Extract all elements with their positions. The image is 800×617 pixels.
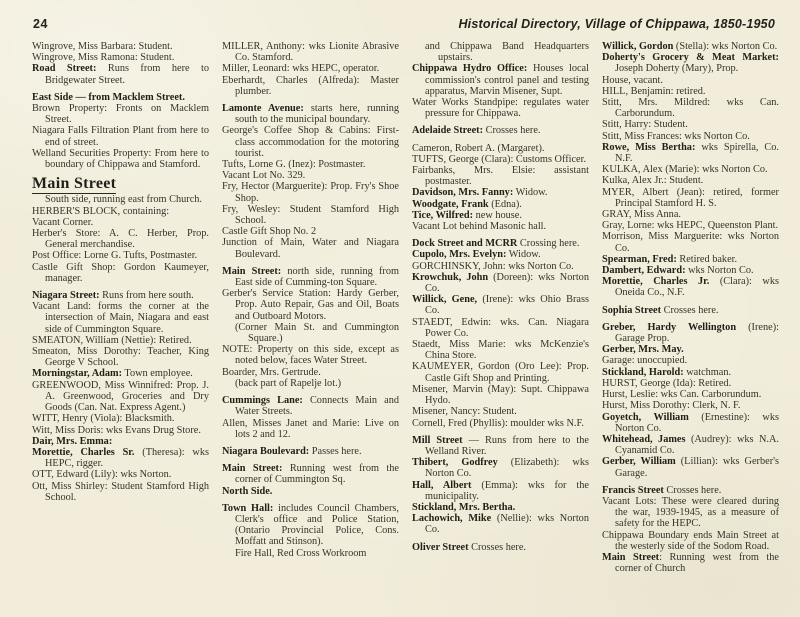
directory-entry: Rowe, Miss Bertha: wks Spirella, Co. N.F. — [602, 141, 779, 165]
directory-entry: Hall, Albert (Emma): wks for the municipality. — [412, 479, 589, 502]
entry-lead: Willick, Gene, — [412, 294, 478, 306]
entry-lead: Thibert, Godfrey — [412, 457, 498, 469]
entry-lead: Main Street — [602, 551, 660, 563]
directory-entry: Gray, Lorne: wks HEPC, Queenston Plant. — [602, 220, 779, 232]
directory-entry: Lachowich, Mike (Nellie): wks Norton Co. — [412, 513, 589, 536]
directory-entry: Vacant Lot behind Masonic hall. — [412, 221, 547, 233]
directory-entry: Davidson, Mrs. Fanny: Widow. — [412, 187, 548, 199]
entry-lead: Niagara Street: — [32, 290, 100, 302]
entry-lead: Morettie, Charles Sr. — [32, 446, 135, 458]
directory-entry: Fairbanks, Mrs. Elsie: assistant postmaster. — [412, 165, 589, 188]
directory-entry: GREENWOOD, Miss Winnifred: Prop. J. A. Greenwood, Groceries and Dry Goods (Can. Nat. Express Agent.) — [32, 379, 209, 414]
entry-lead: Krowchuk, John — [412, 271, 489, 283]
directory-entry: Junction of Main, Water and Niagara Boulevard. — [222, 237, 399, 260]
directory-entry: SMEATON, William (Nettie): Retired. — [32, 334, 192, 346]
street-section-heading — [32, 175, 209, 193]
entry-lead: Chippawa Hydro Office: — [412, 63, 528, 75]
entry-lead: Niagara Boulevard: — [222, 445, 310, 457]
directory-entry: Wingrove, Miss Barbara: Student. — [32, 41, 173, 52]
entry-lead: Goyetch, William — [602, 411, 689, 423]
directory-entry: Dock Street and MCRR Crossing here. — [412, 238, 580, 250]
entry-lead: Rowe, Miss Bertha: — [602, 141, 696, 153]
directory-entry: Welland Securities Property: From here to boundary of Chippawa and Stamford. — [32, 147, 209, 171]
directory-entry: Town Hall: includes Council Chambers, Clerk's office and Police Station, (Ontario Provincial Police, Cons. Moffatt and Stinson). — [222, 502, 399, 548]
directory-entry: Main Street: Running west from the corner of Cummington Sq. — [222, 463, 399, 486]
directory-entry: Cornell, Fred (Phyllis): moulder wks N.F. — [412, 417, 584, 429]
entry-lead: Doherty's Grocery & Meat Market: — [602, 52, 779, 64]
directory-entry: Oliver Street Crosses here. — [412, 541, 527, 553]
directory-entry: KULKA, Alex (Marie): wks Norton Co. — [602, 164, 768, 176]
directory-entry: Misener, Nancy: Student. — [412, 406, 517, 418]
directory-entry: Wingrove, Miss Ramona: Student. — [32, 52, 175, 64]
directory-entry: HURST, George (Ida): Retired. — [602, 377, 732, 389]
directory-entry: Mill Street — Runs from here to the Welland River. — [412, 434, 589, 457]
directory-entry: Doherty's Grocery & Meat Market: Joseph Doherty (Mary), Prop. — [602, 52, 779, 75]
directory-entry: Cupolo, Mrs. Evelyn: Widow. — [412, 249, 541, 261]
column-1 — [32, 41, 209, 574]
directory-entry: Niagara Boulevard: Passes here. — [222, 445, 362, 457]
directory-entry — [32, 92, 209, 103]
entry-lead: Stickland, Harold: — [602, 366, 684, 378]
directory-entry: Niagara Street: Runs from here south. — [32, 290, 194, 302]
directory-entry: Krowchuk, John (Doreen): wks Norton Co. — [412, 271, 589, 295]
directory-entry: Fry, Wesley: Student Stamford High School. — [222, 203, 399, 227]
directory-entry: Woodgate, Frank (Edna). — [412, 198, 522, 210]
directory-entry: Eberhardt, Charles (Alfreda): Master plumber. — [222, 74, 399, 97]
directory-entry: Goyetch, William (Ernestine): wks Norton Co. — [602, 411, 779, 434]
directory-entry: House, vacant. — [602, 74, 663, 86]
directory-entry: OTT, Edward (Lily): wks Norton. — [32, 469, 172, 481]
columns-container — [0, 35, 800, 574]
directory-entry: Water Works Standpipe: regulates water pressure for Chippawa. — [412, 97, 589, 120]
directory-entry: Main Street: north side, running from East side of Cumming-ton Square. — [222, 265, 399, 289]
directory-entry: Road Street: Runs from here to Bridgewater Street. — [32, 63, 209, 86]
entry-lead: Willick, Gordon — [602, 41, 674, 52]
entry-lead: Adelaide Street: — [412, 125, 484, 137]
directory-entry: Misener, Marvin (May): Supt. Chippawa Hydo. — [412, 383, 589, 407]
entry-lead: Morningstar, Adam: — [32, 368, 123, 380]
directory-entry: Vacant Corner. — [32, 216, 94, 228]
entry-lead: North Side. — [222, 485, 273, 497]
directory-entry: Hurst, Miss Dorothy: Clerk, N. F. — [602, 400, 741, 412]
entry-lead: Davidson, Mrs. Fanny: — [412, 187, 514, 199]
entry-lead: Mill Street — [412, 434, 463, 446]
directory-entry: Vacant Lot No. 329. — [222, 170, 306, 182]
directory-entry: Allen, Misses Janet and Marie: Live on lots 2 and 12. — [222, 417, 399, 440]
entry-lead: Main Street: — [222, 463, 283, 475]
directory-entry: Staedt, Miss Marie: wks McKenzie's China Store. — [412, 339, 589, 362]
directory-entry: Stitt, Harry: Student. — [602, 119, 688, 131]
directory-entry: GRAY, Miss Anna. — [602, 209, 681, 221]
directory-entry: HERBER'S BLOCK, containing: — [32, 205, 170, 217]
entry-lead: Town Hall: — [222, 502, 274, 514]
directory-entry: Morrison, Miss Marguerite: wks Norton Co. — [602, 231, 779, 254]
directory-entry: Witt, Miss Doris: wks Evans Drug Store. — [32, 424, 201, 436]
directory-entry: Gerber, William (Lillian): wks Gerber's Garage. — [602, 456, 779, 479]
entry-lead: Oliver Street — [412, 541, 469, 553]
entry-lead: Gerber, William — [602, 456, 676, 468]
directory-entry: Miller, Leonard: wks HEPC, operator. — [222, 63, 380, 75]
directory-entry: Stickland, Harold: watchman. — [602, 366, 732, 378]
directory-entry: Stitt, Miss Frances: wks Norton Co. — [602, 130, 750, 142]
entry-lead: East Side — from Macklem Street. — [32, 91, 185, 103]
entry-lead: Whitehead, James — [602, 433, 686, 445]
directory-entry: South side, running east from Church. — [45, 194, 203, 206]
directory-entry: Herber's Store: A. C. Herber, Prop. General merchandise. — [32, 228, 209, 251]
entry-lead: Cupolo, Mrs. Evelyn: — [412, 249, 507, 261]
directory-entry — [32, 436, 209, 447]
entry-lead: Woodgate, Frank — [412, 198, 489, 210]
directory-entry: Ott, Miss Shirley: Student Stamford High School. — [32, 480, 209, 503]
directory-entry: Niagara Falls Filtration Plant from here to end of street. — [32, 125, 209, 148]
entry-lead: Greber, Hardy Wellington — [602, 321, 737, 333]
directory-entry: Sophia Street Crosses here. — [602, 304, 719, 316]
directory-entry: Cameron, Robert A. (Margaret). — [412, 142, 545, 154]
entry-lead: Sophia Street — [602, 304, 662, 316]
directory-entry: Thibert, Godfrey (Elizabeth): wks Norton Co. — [412, 457, 589, 480]
entry-lead: Morettie, Charles Jr. — [602, 276, 710, 288]
entry-lead: Dock Street and MCRR — [412, 238, 518, 250]
directory-entry: and Chippawa Band Headquarters upstairs. — [425, 41, 589, 64]
directory-entry: Adelaide Street: Crosses here. — [412, 125, 541, 137]
directory-entry — [222, 486, 399, 497]
directory-entry: Greber, Hardy Wellington (Irene): Garage Prop. — [602, 321, 779, 345]
directory-entry: Willick, Gordon (Stella): wks Norton Co. — [602, 41, 778, 52]
directory-entry: Fry, Hector (Marguerite): Prop. Fry's Shoe Shop. — [222, 181, 399, 204]
directory-entry: Stitt, Mrs. Mildred: wks Can. Carborundum. — [602, 97, 779, 120]
street-section-heading-text: Main Street — [32, 175, 117, 193]
directory-entry: HILL, Benjamin: retired. — [602, 85, 706, 97]
directory-entry: Fire Hall, Red Cross Workroom — [235, 547, 367, 559]
directory-entry: Garage: unoccupied. — [602, 355, 688, 367]
directory-entry: Castle Gift Shop No. 2 — [222, 226, 317, 238]
directory-entry: Whitehead, James (Audrey): wks N.A. Cyanamid Co. — [602, 433, 780, 457]
directory-entry — [602, 344, 779, 355]
entry-lead: Gerber, Mrs. May. — [602, 344, 684, 356]
directory-entry: Willick, Gene, (Irene): wks Ohio Brass Co. — [412, 294, 590, 317]
directory-entry: Post Office: Lorne G. Tufts, Postmaster. — [32, 250, 198, 262]
directory-entry: Morningstar, Adam: Town employee. — [32, 368, 193, 380]
directory-entry: Vacant Land: forms the corner at the intersection of Main, Niagara and east side of Cummington Square. — [32, 301, 209, 335]
directory-entry: Lamonte Avenue: starts here, running south to the municipal boundary. — [222, 103, 399, 126]
directory-entry: George's Coffee Shop & Cabins: First-class accommodation for the motoring tourist. — [222, 125, 399, 159]
directory-entry: Hurst, Leslie: wks Can. Carborundum. — [602, 389, 762, 401]
directory-entry: MYER, Albert (Jean): retired, former Principal Stamford H. S. — [602, 186, 779, 209]
directory-entry: MILLER, Anthony: wks Lionite Abrasive Co. Stamford. — [222, 41, 399, 64]
directory-entry: Francis Street Crosses here. — [602, 484, 722, 496]
directory-entry: Gerber's Service Station: Hardy Gerber, Prop. Auto Repair, Gas and Oil, Boats and Outboard Motors. — [222, 288, 399, 322]
directory-entry: Castle Gift Shop: Gordon Kaumeyer, manager. — [32, 261, 209, 284]
entry-lead: Dambert, Edward: — [602, 265, 686, 277]
page-header — [0, 0, 800, 35]
directory-entry: Tice, Wilfred: new house. — [412, 209, 522, 221]
page-number: 24 — [33, 17, 48, 31]
entry-lead: Dair, Mrs. Emma: — [32, 435, 113, 447]
directory-entry: TUFTS, George (Clara): Customs Officer. — [412, 153, 587, 165]
entry-lead: Road Street: — [32, 63, 97, 75]
column-2 — [222, 41, 399, 574]
directory-entry: Brown Property: Fronts on Macklem Street. — [32, 103, 209, 126]
directory-entry: Boarder, Mrs. Gertrude. — [222, 366, 321, 378]
directory-entry: KAUMEYER, Gordon (Oro Lee): Prop. Castle Gift Shop and Printing. — [412, 361, 589, 384]
entry-lead: Tice, Wilfred: — [412, 209, 474, 221]
directory-title: Historical Directory, Village of Chippawa, 1850-1950 — [458, 17, 775, 31]
directory-entry: Smeaton, Miss Dorothy: Teacher, King George V School. — [32, 346, 209, 369]
directory-entry: Chippawa Hydro Office: Houses local commission's control panel and testing apparatus, Marvin Misener, Supt. — [412, 63, 589, 97]
directory-entry: Cummings Lane: Connects Main and Water Streets. — [222, 395, 399, 418]
directory-entry: Vacant Lots: These were cleared during the war, 1939-1945, as a measure of safety for the HEPC. — [602, 495, 779, 530]
directory-entry: (back part of Rapelje lot.) — [235, 377, 342, 389]
directory-entry: Morettie, Charles Jr. (Clara): wks Oneida Co., N.F. — [602, 276, 779, 299]
entry-lead: Spearman, Fred: — [602, 253, 677, 265]
directory-entry: (Corner Main St. and Cummington Square.) — [235, 321, 399, 345]
column-4 — [602, 41, 779, 574]
directory-entry: Chippawa Boundary ends Main Street at the westerly side of the Sodom Road. — [602, 529, 779, 552]
directory-entry: STAEDT, Edwin: wks. Can. Niagara Power Co. — [412, 316, 589, 339]
directory-entry: Main Street: Running west from the corner of Church — [602, 551, 779, 575]
directory-entry: Morettie, Charles Sr. (Theresa): wks HEPC, rigger. — [32, 446, 209, 470]
directory-entry: Dambert, Edward: wks Norton Co. — [602, 265, 754, 277]
directory-entry: NOTE: Property on this side, except as noted below, faces Water Street. — [222, 344, 399, 367]
directory-entry: Spearman, Fred: Retired baker. — [602, 253, 738, 265]
directory-entry: Tufts, Lorne G. (Inez): Postmaster. — [222, 159, 366, 171]
directory-entry: GORCHINSKY, John: wks Norton Co. — [412, 260, 574, 272]
entry-lead: Lamonte Avenue: — [222, 103, 304, 115]
entry-lead: Lachowich, Mike — [412, 513, 492, 525]
entry-lead: Main Street: — [222, 265, 282, 277]
directory-entry: Kulka, Alex Jr.: Student. — [602, 175, 704, 187]
entry-lead: Francis Street — [602, 484, 664, 496]
entry-lead: Hall, Albert — [412, 479, 472, 491]
directory-entry: WITT, Henry (Viola): Blacksmith. — [32, 413, 175, 425]
entry-lead: Stickland, Mrs. Bertha. — [412, 501, 516, 513]
directory-entry — [412, 502, 589, 513]
entry-lead: Cummings Lane: — [222, 395, 303, 407]
column-3 — [412, 41, 589, 574]
